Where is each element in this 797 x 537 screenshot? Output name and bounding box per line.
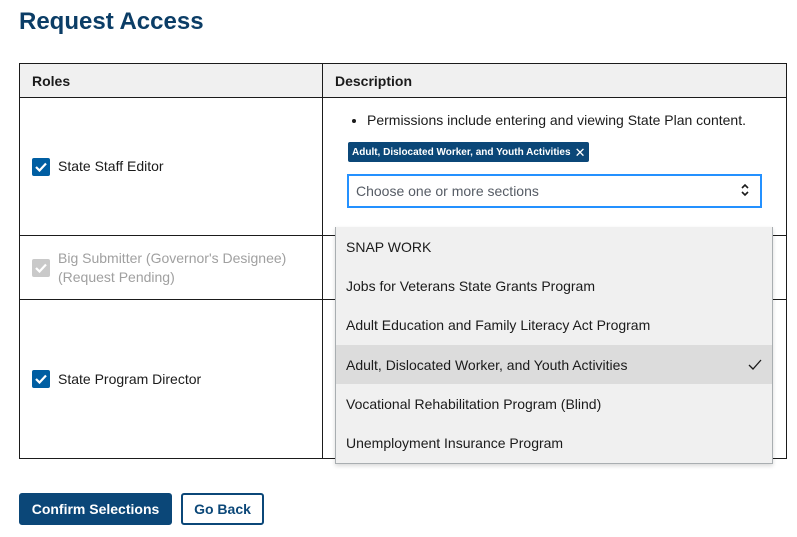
option-label: Adult, Dislocated Worker, and Youth Activities [346, 356, 628, 373]
role-cell [20, 236, 323, 300]
role-state-staff-editor[interactable] [32, 157, 310, 176]
description-column-header: Description [323, 64, 787, 98]
dropdown-option[interactable] [336, 266, 772, 305]
tag-label: Adult, Dislocated Worker, and Youth Activities [352, 146, 571, 158]
select-placeholder: Choose one or more sections [356, 183, 539, 199]
role-label: State Staff Editor [58, 158, 164, 174]
checkbox-checked-icon[interactable] [32, 158, 50, 176]
go-back-button[interactable]: Go Back [181, 493, 264, 525]
dropdown-option[interactable] [336, 227, 772, 266]
option-label: SNAP WORK [346, 238, 432, 255]
page-title: Request Access [19, 8, 204, 35]
option-label: Unemployment Insurance Program [346, 435, 564, 452]
option-label: Adult Education and Family Literacy Act Program [346, 317, 651, 334]
checkbox-disabled-icon [32, 259, 50, 277]
dropdown-option[interactable] [336, 384, 772, 423]
checkmark-icon [748, 357, 762, 373]
role-state-program-director[interactable] [32, 370, 310, 389]
role-label: State Program Director [58, 370, 202, 387]
permission-list [335, 110, 774, 130]
role-label: Big Submitter (Governor's Designee) (Request Pending) [58, 249, 287, 285]
selected-section-tag [348, 142, 589, 162]
table-header-row [20, 64, 787, 98]
sections-select[interactable] [347, 174, 762, 208]
chevron-updown-icon [740, 183, 750, 200]
checkbox-checked-icon[interactable] [32, 370, 50, 388]
confirm-selections-button[interactable]: Confirm Selections [19, 493, 172, 525]
dropdown-option-selected[interactable] [336, 345, 772, 384]
option-label: Vocational Rehabilitation Program (Blind) [346, 395, 602, 412]
role-big-submitter [32, 249, 310, 287]
remove-tag-icon[interactable]: ✕ [574, 144, 586, 160]
role-cell [20, 300, 323, 459]
sections-dropdown-menu [335, 227, 773, 464]
description-cell [323, 98, 787, 236]
dropdown-option[interactable] [336, 306, 772, 345]
dropdown-option[interactable] [336, 423, 772, 462]
table-row [20, 98, 787, 236]
roles-column-header: Roles [20, 64, 323, 98]
option-label: Jobs for Veterans State Grants Program [346, 277, 596, 294]
role-cell [20, 98, 323, 236]
permission-item: • Permissions include entering and viewing State Plan content. [367, 110, 774, 130]
